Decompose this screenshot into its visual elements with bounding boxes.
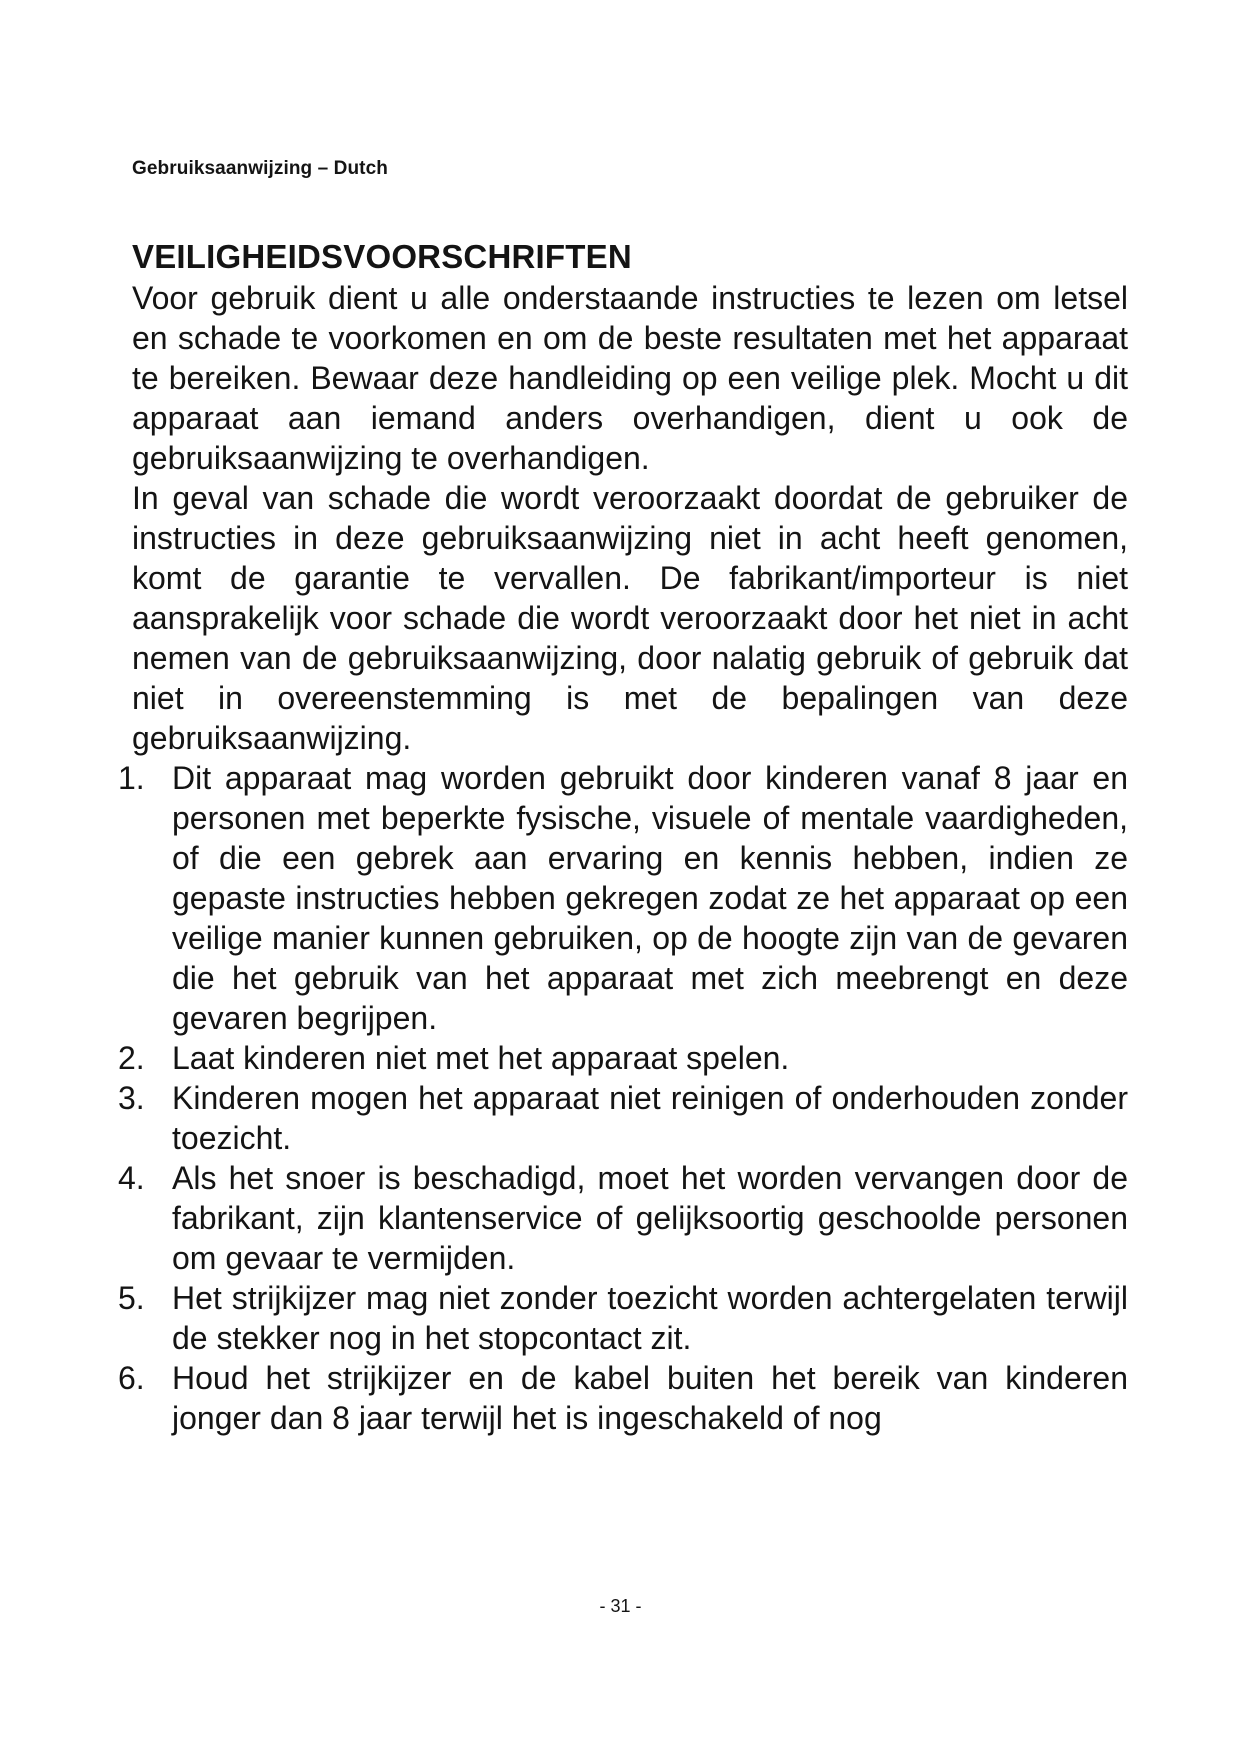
- list-item-text: Laat kinderen niet met het apparaat spelen.: [172, 1040, 790, 1076]
- list-item-number: 3.: [118, 1080, 145, 1116]
- list-item: [118, 1078, 1128, 1158]
- safety-section: [118, 236, 1128, 1438]
- list-item: [118, 1358, 1128, 1438]
- list-item: [118, 1038, 1128, 1078]
- running-header: Gebruiksaanwijzing – Dutch: [132, 158, 388, 179]
- page-number: - 31 -: [599, 1596, 642, 1616]
- section-title: VEILIGHEIDSVOORSCHRIFTEN: [132, 238, 632, 275]
- list-item-number: 5.: [118, 1280, 145, 1316]
- list-item-number: 2.: [118, 1040, 145, 1076]
- list-item: [118, 1158, 1128, 1278]
- list-item-text: Houd het strijkijzer en de kabel buiten het bereik van kinderen jonger dan 8 jaar terwijl het is ingeschakeld of nog: [172, 1360, 1128, 1436]
- list-item-number: 1.: [118, 760, 145, 796]
- list-item-text: Dit apparaat mag worden gebruikt door kinderen vanaf 8 jaar en personen met beperkte fysische, visuele of mentale vaardigheden, of die een gebrek aan ervaring en kennis hebben, indien ze gepaste instructies hebben gekregen zodat ze het apparaat op een veilige manier kunnen gebruiken, op de hoogte zijn van de gevaren die het gebruik van het apparaat met zich meebrengt en deze gevaren begrijpen.: [172, 760, 1128, 1036]
- list-item: [118, 758, 1128, 1038]
- list-item-text: Als het snoer is beschadigd, moet het worden vervangen door de fabrikant, zijn klantenservice of gelijksoortig geschoolde personen om gevaar te vermijden.: [172, 1160, 1128, 1276]
- safety-rules-list: [118, 758, 1128, 1438]
- list-item-text: Het strijkijzer mag niet zonder toezicht worden achtergelaten terwijl de stekker nog in het stopcontact zit.: [172, 1280, 1128, 1356]
- liability-paragraph: In geval van schade die wordt veroorzaakt doordat de gebruiker de instructies in deze gebruiksaanwijzing niet in acht heeft genomen, komt de garantie te vervallen. De fabrikant/importeur is niet aansprakelijk voor schade die wordt veroorzaakt door het niet in acht nemen van de gebruiksaanwijzing, door nalatig gebruik of gebruik dat niet in overeenstemming is met de bepalingen van deze gebruiksaanwijzing.: [132, 480, 1128, 756]
- list-item-text: Kinderen mogen het apparaat niet reinigen of onderhouden zonder toezicht.: [172, 1080, 1128, 1156]
- list-item-number: 6.: [118, 1360, 145, 1396]
- list-item: [118, 1278, 1128, 1358]
- intro-paragraph: Voor gebruik dient u alle onderstaande instructies te lezen om letsel en schade te voorkomen en om de beste resultaten met het apparaat te bereiken. Bewaar deze handleiding op een veilige plek. Mocht u dit apparaat aan iemand anders overhandigen, dient u ook de gebruiksaanwijzing te overhandigen.: [132, 280, 1128, 476]
- list-item-number: 4.: [118, 1160, 145, 1196]
